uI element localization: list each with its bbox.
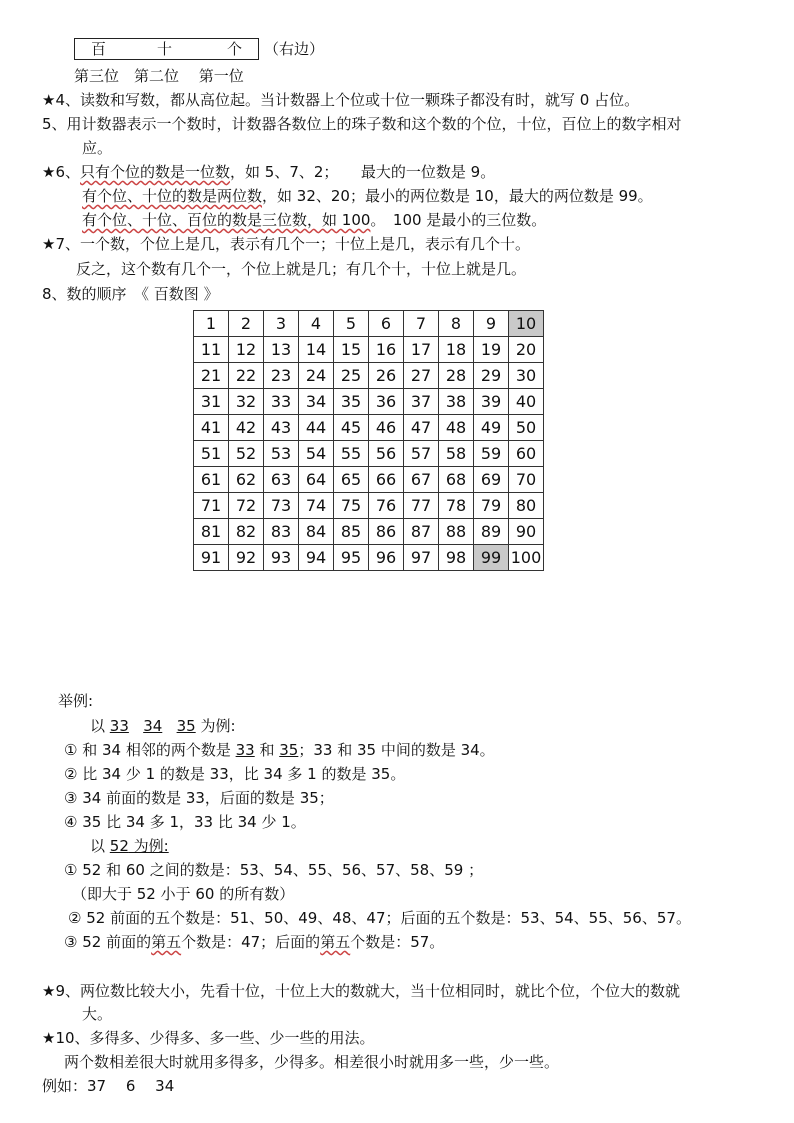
hundred-chart-cell-14: 14 — [299, 337, 334, 363]
hundred-chart-cell-74: 74 — [299, 493, 334, 519]
hundred-chart-cell-11: 11 — [194, 337, 229, 363]
hundred-chart-cell-79: 79 — [474, 493, 509, 519]
point-6-line-1 — [42, 162, 495, 182]
hundred-chart-cell-63: 63 — [264, 467, 299, 493]
hundred-chart-cell-68: 68 — [439, 467, 474, 493]
hundred-chart-cell-39: 39 — [474, 389, 509, 415]
point-6-marker: ★6、 — [42, 163, 80, 181]
hundred-chart-cell-24: 24 — [299, 363, 334, 389]
hundred-chart-cell-69: 69 — [474, 467, 509, 493]
hundred-chart-cell-93: 93 — [264, 545, 299, 571]
point-9-line-1: ★9、两位数比较大小，先看十位，十位上大的数就大，当十位相同时，就比个位，个位大的数就 — [42, 982, 680, 1000]
hundred-chart-cell-20: 20 — [509, 337, 544, 363]
hundred-chart-cell-86: 86 — [369, 519, 404, 545]
example-2-item-1: ① 52 和 60 之间的数是：53、54、55、56、57、58、59 ； — [64, 861, 484, 879]
hundred-chart-cell-59: 59 — [474, 441, 509, 467]
hundred-chart-cell-30: 30 — [509, 363, 544, 389]
hundred-chart-cell-54: 54 — [299, 441, 334, 467]
hundred-chart-cell-38: 38 — [439, 389, 474, 415]
hundred-chart-cell-9: 9 — [474, 311, 509, 337]
hundred-chart-cell-12: 12 — [229, 337, 264, 363]
hundred-chart-cell-98: 98 — [439, 545, 474, 571]
hundreds-label: 百 — [91, 40, 107, 58]
hundred-chart-row — [194, 337, 544, 363]
example-1-item-3: ③ 34 前面的数是 33，后面的数是 35； — [64, 789, 334, 807]
hundred-chart-cell-55: 55 — [334, 441, 369, 467]
hundred-chart-cell-90: 90 — [509, 519, 544, 545]
three-digit-definition: 有个位、十位、百位的数是三位数，如 100 — [82, 211, 371, 229]
example-1-item-1: ① 和 34 相邻的两个数是 33 和 35；33 和 35 中间的数是 34。 — [64, 741, 495, 759]
hundred-chart-cell-32: 32 — [229, 389, 264, 415]
hundred-chart-cell-66: 66 — [369, 467, 404, 493]
hundred-chart-cell-31: 31 — [194, 389, 229, 415]
hundred-chart-row — [194, 363, 544, 389]
hundred-chart-cell-58: 58 — [439, 441, 474, 467]
example-numbers-line: 例如：37 6 34 — [42, 1077, 175, 1095]
two-digit-definition: 有个位、十位的数是两位数 — [82, 187, 263, 205]
hundred-chart-cell-46: 46 — [369, 415, 404, 441]
hundred-chart-cell-19: 19 — [474, 337, 509, 363]
hundred-chart-cell-5: 5 — [334, 311, 369, 337]
hundred-chart-cell-41: 41 — [194, 415, 229, 441]
hundred-chart-cell-73: 73 — [264, 493, 299, 519]
hundred-chart-cell-77: 77 — [404, 493, 439, 519]
hundred-chart-cell-80: 80 — [509, 493, 544, 519]
hundred-chart-cell-87: 87 — [404, 519, 439, 545]
hundred-chart-cell-52: 52 — [229, 441, 264, 467]
hundred-chart-cell-42: 42 — [229, 415, 264, 441]
point-9-line-2: 大。 — [82, 1005, 113, 1023]
hundred-chart-cell-89: 89 — [474, 519, 509, 545]
one-digit-definition: 只有个位的数是一位数 — [80, 163, 231, 181]
hundred-chart-row — [194, 311, 544, 337]
hundred-chart-cell-48: 48 — [439, 415, 474, 441]
hundred-chart-cell-72: 72 — [229, 493, 264, 519]
hundred-chart-cell-95: 95 — [334, 545, 369, 571]
hundred-chart-cell-60: 60 — [509, 441, 544, 467]
hundred-chart-cell-84: 84 — [299, 519, 334, 545]
tens-label: 十 — [157, 40, 173, 58]
example-group-2-heading: 以 52 为例: — [90, 837, 169, 855]
hundred-chart-cell-18: 18 — [439, 337, 474, 363]
example-group-1-heading: 以 33 34 35 为例: — [90, 717, 236, 735]
point-4: ★4、读数和写数，都从高位起。当计数器上个位或十位一颗珠子都没有时，就写 0 占位。 — [42, 91, 640, 109]
hundred-chart-cell-76: 76 — [369, 493, 404, 519]
hundred-chart-cell-51: 51 — [194, 441, 229, 467]
example-number-34: 34 — [143, 717, 163, 735]
point-10-line-2: 两个数相差很大时就用多得多，少得多。相差很小时就用多一些，少一些。 — [64, 1053, 560, 1071]
hundred-chart-cell-96: 96 — [369, 545, 404, 571]
hundred-chart-cell-23: 23 — [264, 363, 299, 389]
hundred-chart-cell-6: 6 — [369, 311, 404, 337]
hundred-chart-cell-70: 70 — [509, 467, 544, 493]
hundred-chart-cell-22: 22 — [229, 363, 264, 389]
hundred-chart-cell-47: 47 — [404, 415, 439, 441]
hundred-chart-cell-82: 82 — [229, 519, 264, 545]
hundred-chart-row — [194, 467, 544, 493]
hundred-chart-cell-15: 15 — [334, 337, 369, 363]
three-digit-examples: 。 100 是最小的三位数。 — [370, 211, 547, 229]
hundred-chart-cell-35: 35 — [334, 389, 369, 415]
point-5-line-1: 5、用计数器表示一个数时，计数器各数位上的珠子数和这个数的个位，十位，百位上的数字相对 — [42, 115, 682, 133]
hundred-chart-cell-25: 25 — [334, 363, 369, 389]
hundred-chart-cell-7: 7 — [404, 311, 439, 337]
hundred-chart-cell-67: 67 — [404, 467, 439, 493]
example-1-item-2: ② 比 34 少 1 的数是 33，比 34 多 1 的数是 35。 — [64, 765, 406, 783]
hundred-chart-cell-4: 4 — [299, 311, 334, 337]
ones-label: 个 — [227, 40, 243, 58]
hundred-chart-row — [194, 441, 544, 467]
point-6-line-2 — [82, 186, 653, 206]
hundred-chart-cell-34: 34 — [299, 389, 334, 415]
hundred-chart-cell-26: 26 — [369, 363, 404, 389]
point-6-line-3 — [82, 210, 546, 230]
point-7-line-1: ★7、一个数，个位上是几，表示有几个一；十位上是几，表示有几个十。 — [42, 235, 530, 253]
hundred-chart-cell-16: 16 — [369, 337, 404, 363]
hundred-chart-cell-28: 28 — [439, 363, 474, 389]
hundred-chart-cell-13: 13 — [264, 337, 299, 363]
hundred-chart-cell-40: 40 — [509, 389, 544, 415]
hundred-chart-cell-61: 61 — [194, 467, 229, 493]
hundred-chart-cell-2: 2 — [229, 311, 264, 337]
hundred-chart-cell-75: 75 — [334, 493, 369, 519]
example-number-33: 33 — [109, 717, 129, 735]
point-5-line-2: 应。 — [82, 139, 113, 157]
hundred-chart-cell-36: 36 — [369, 389, 404, 415]
hundred-chart-cell-57: 57 — [404, 441, 439, 467]
example-2-item-1-note: （即大于 52 小于 60 的所有数） — [72, 885, 295, 903]
hundred-chart-cell-17: 17 — [404, 337, 439, 363]
hundred-chart-cell-100: 100 — [509, 545, 544, 571]
hundred-chart-cell-97: 97 — [404, 545, 439, 571]
hundred-chart-cell-91: 91 — [194, 545, 229, 571]
example-1-item-4: ④ 35 比 34 多 1，33 比 34 少 1。 — [64, 813, 306, 831]
hundred-chart-cell-53: 53 — [264, 441, 299, 467]
hundred-chart-cell-78: 78 — [439, 493, 474, 519]
hundred-chart-cell-50: 50 — [509, 415, 544, 441]
hundred-chart-cell-1: 1 — [194, 311, 229, 337]
hundred-chart-row — [194, 389, 544, 415]
hundred-chart-row — [194, 415, 544, 441]
hundred-chart-cell-88: 88 — [439, 519, 474, 545]
hundred-chart-cell-29: 29 — [474, 363, 509, 389]
one-digit-examples: ，如 5、7、2； 最大的一位数是 9。 — [230, 163, 496, 181]
hundred-chart-cell-37: 37 — [404, 389, 439, 415]
hundred-chart-row — [194, 545, 544, 571]
hundred-chart-row — [194, 493, 544, 519]
hundred-chart-cell-27: 27 — [404, 363, 439, 389]
hundred-chart-cell-33: 33 — [264, 389, 299, 415]
two-digit-examples: ，如 32、20；最小的两位数是 10，最大的两位数是 99。 — [262, 187, 653, 205]
right-side-note: （右边） — [264, 40, 325, 58]
hundred-chart — [193, 310, 544, 571]
hundred-chart-cell-65: 65 — [334, 467, 369, 493]
hundred-chart-cell-3: 3 — [264, 311, 299, 337]
example-2-item-2: ② 52 前面的五个数是：51、50、49、48、47；后面的五个数是：53、54、55、56、57。 — [68, 909, 691, 927]
example-number-52: 52 — [109, 837, 129, 855]
hundred-chart-cell-45: 45 — [334, 415, 369, 441]
place-value-box — [74, 38, 259, 60]
example-number-35: 35 — [176, 717, 196, 735]
hundred-chart-cell-8: 8 — [439, 311, 474, 337]
hundred-chart-row — [194, 519, 544, 545]
point-8-heading: 8、数的顺序 《 百数图 》 — [42, 285, 219, 303]
hundred-chart-cell-71: 71 — [194, 493, 229, 519]
hundred-chart-cell-62: 62 — [229, 467, 264, 493]
hundred-chart-cell-81: 81 — [194, 519, 229, 545]
hundred-chart-cell-64: 64 — [299, 467, 334, 493]
place-position-labels: 第三位 第二位 第一位 — [74, 67, 244, 85]
hundred-chart-cell-49: 49 — [474, 415, 509, 441]
hundred-chart-cell-85: 85 — [334, 519, 369, 545]
hundred-chart-cell-99: 99 — [474, 545, 509, 571]
hundred-chart-cell-94: 94 — [299, 545, 334, 571]
hundred-chart-cell-43: 43 — [264, 415, 299, 441]
hundred-chart-cell-44: 44 — [299, 415, 334, 441]
hundred-chart-cell-10: 10 — [509, 311, 544, 337]
hundred-chart-cell-21: 21 — [194, 363, 229, 389]
point-7-line-2: 反之，这个数有几个一，个位上就是几；有几个十，十位上就是几。 — [76, 260, 527, 278]
point-10-line-1: ★10、多得多、少得多、多一些、少一些的用法。 — [42, 1029, 375, 1047]
hundred-chart-cell-92: 92 — [229, 545, 264, 571]
examples-title: 举例: — [58, 692, 94, 710]
hundred-chart-cell-83: 83 — [264, 519, 299, 545]
example-2-item-3: ③ 52 前面的第五个数是：47；后面的第五个数是：57。 — [64, 933, 445, 951]
hundred-chart-cell-56: 56 — [369, 441, 404, 467]
